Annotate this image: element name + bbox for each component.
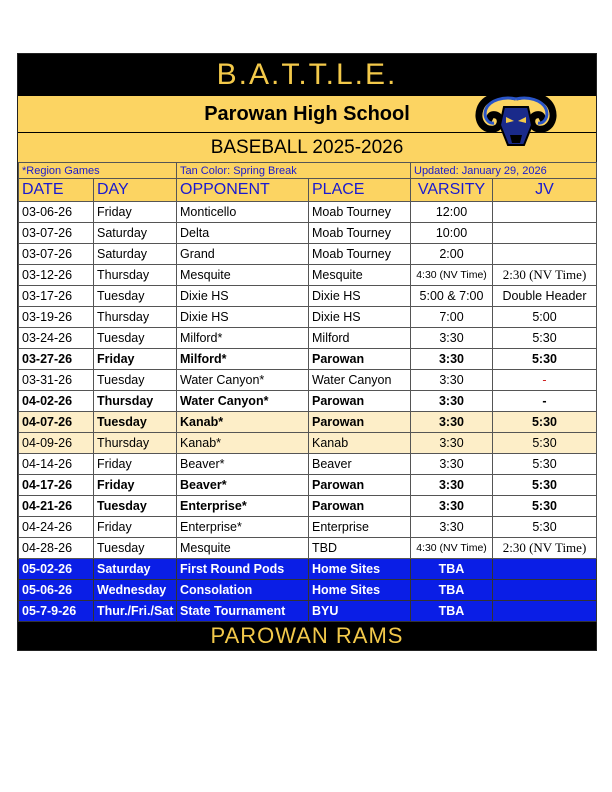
cell-place: Milford — [309, 328, 411, 349]
cell-varsity: 4:30 (NV Time) — [411, 265, 493, 286]
cell-jv — [493, 202, 597, 223]
col-place: PLACE — [309, 179, 411, 202]
cell-varsity: 3:30 — [411, 496, 493, 517]
cell-day: Thursday — [94, 307, 177, 328]
cell-jv: 5:30 — [493, 328, 597, 349]
cell-jv — [493, 601, 597, 622]
game-row — [19, 307, 597, 328]
cell-day: Thursday — [94, 433, 177, 454]
cell-day: Friday — [94, 475, 177, 496]
cell-jv: 5:30 — [493, 433, 597, 454]
cell-opponent: State Tournament — [177, 601, 309, 622]
cell-jv: 5:30 — [493, 412, 597, 433]
cell-opponent: Consolation — [177, 580, 309, 601]
cell-place: Moab Tourney — [309, 244, 411, 265]
col-varsity: VARSITY — [411, 179, 493, 202]
cell-jv: Double Header — [493, 286, 597, 307]
game-row — [19, 454, 597, 475]
ram-head-icon — [474, 91, 558, 149]
cell-varsity: 3:30 — [411, 412, 493, 433]
cell-date: 04-28-26 — [19, 538, 94, 559]
cell-day: Tuesday — [94, 286, 177, 307]
cell-opponent: Water Canyon* — [177, 391, 309, 412]
cell-date: 04-17-26 — [19, 475, 94, 496]
cell-varsity: 7:00 — [411, 307, 493, 328]
cell-date: 05-06-26 — [19, 580, 94, 601]
cell-opponent: Enterprise* — [177, 496, 309, 517]
game-row — [19, 580, 597, 601]
cell-date: 04-07-26 — [19, 412, 94, 433]
cell-opponent: Mesquite — [177, 265, 309, 286]
legend-row — [19, 163, 597, 179]
updated-note: Updated: January 29, 2026 — [411, 163, 597, 179]
cell-date: 03-17-26 — [19, 286, 94, 307]
cell-place: Parowan — [309, 412, 411, 433]
season-title: BASEBALL 2025-2026 — [18, 132, 596, 162]
cell-jv — [493, 223, 597, 244]
cell-opponent: Milford* — [177, 349, 309, 370]
game-row — [19, 517, 597, 538]
cell-date: 03-07-26 — [19, 223, 94, 244]
cell-date: 04-14-26 — [19, 454, 94, 475]
cell-date: 03-27-26 — [19, 349, 94, 370]
game-row — [19, 223, 597, 244]
game-row — [19, 412, 597, 433]
cell-jv: 2:30 (NV Time) — [493, 265, 597, 286]
cell-varsity: 3:30 — [411, 454, 493, 475]
cell-date: 05-7-9-26 — [19, 601, 94, 622]
cell-jv: 5:30 — [493, 517, 597, 538]
cell-jv: 5:30 — [493, 349, 597, 370]
cell-jv: 5:00 — [493, 307, 597, 328]
cell-jv: 5:30 — [493, 475, 597, 496]
cell-varsity: 3:30 — [411, 328, 493, 349]
game-row — [19, 538, 597, 559]
cell-day: Thur./Fri./Sat — [94, 601, 177, 622]
cell-varsity: TBA — [411, 559, 493, 580]
cell-opponent: Dixie HS — [177, 286, 309, 307]
cell-date: 05-02-26 — [19, 559, 94, 580]
column-header-row — [19, 179, 597, 202]
cell-day: Thursday — [94, 391, 177, 412]
cell-day: Friday — [94, 517, 177, 538]
game-row — [19, 496, 597, 517]
game-row — [19, 559, 597, 580]
game-row — [19, 265, 597, 286]
school-title-bar — [18, 95, 596, 132]
cell-place: Water Canyon — [309, 370, 411, 391]
cell-jv — [493, 580, 597, 601]
battle-banner: B.A.T.T.L.E. — [18, 54, 596, 95]
cell-varsity: 3:30 — [411, 370, 493, 391]
cell-place: Beaver — [309, 454, 411, 475]
cell-date: 04-09-26 — [19, 433, 94, 454]
cell-varsity: 2:00 — [411, 244, 493, 265]
col-day: DAY — [94, 179, 177, 202]
cell-day: Tuesday — [94, 412, 177, 433]
cell-day: Saturday — [94, 223, 177, 244]
spring-break-note: Tan Color: Spring Break — [177, 163, 411, 179]
cell-varsity: 4:30 (NV Time) — [411, 538, 493, 559]
cell-opponent: Enterprise* — [177, 517, 309, 538]
cell-opponent: Milford* — [177, 328, 309, 349]
cell-place: Home Sites — [309, 580, 411, 601]
cell-place: Moab Tourney — [309, 202, 411, 223]
cell-place: Dixie HS — [309, 307, 411, 328]
cell-opponent: Mesquite — [177, 538, 309, 559]
schedule-sheet — [17, 53, 597, 651]
cell-date: 03-31-26 — [19, 370, 94, 391]
game-row — [19, 244, 597, 265]
cell-opponent: Grand — [177, 244, 309, 265]
cell-varsity: 10:00 — [411, 223, 493, 244]
cell-place: Home Sites — [309, 559, 411, 580]
cell-day: Friday — [94, 202, 177, 223]
cell-day: Saturday — [94, 244, 177, 265]
cell-varsity: 12:00 — [411, 202, 493, 223]
cell-date: 03-24-26 — [19, 328, 94, 349]
cell-place: Parowan — [309, 391, 411, 412]
cell-place: Parowan — [309, 496, 411, 517]
cell-jv — [493, 244, 597, 265]
cell-opponent: Water Canyon* — [177, 370, 309, 391]
game-row — [19, 202, 597, 223]
cell-varsity: 3:30 — [411, 475, 493, 496]
cell-day: Tuesday — [94, 328, 177, 349]
cell-day: Tuesday — [94, 496, 177, 517]
school-name: Parowan High School — [204, 103, 410, 125]
cell-place: BYU — [309, 601, 411, 622]
cell-opponent: Kanab* — [177, 412, 309, 433]
cell-varsity: 5:00 & 7:00 — [411, 286, 493, 307]
cell-varsity: 3:30 — [411, 517, 493, 538]
cell-varsity: TBA — [411, 601, 493, 622]
cell-date: 04-02-26 — [19, 391, 94, 412]
game-row — [19, 370, 597, 391]
cell-place: Enterprise — [309, 517, 411, 538]
game-row — [19, 328, 597, 349]
cell-jv: 2:30 (NV Time) — [493, 538, 597, 559]
cell-date: 03-07-26 — [19, 244, 94, 265]
region-note: *Region Games — [19, 163, 177, 179]
cell-date: 03-19-26 — [19, 307, 94, 328]
cell-day: Saturday — [94, 559, 177, 580]
game-row — [19, 391, 597, 412]
cell-day: Tuesday — [94, 370, 177, 391]
cell-place: Kanab — [309, 433, 411, 454]
schedule-table — [18, 162, 597, 622]
game-row — [19, 475, 597, 496]
col-jv: JV — [493, 179, 597, 202]
cell-day: Wednesday — [94, 580, 177, 601]
cell-varsity: TBA — [411, 580, 493, 601]
col-date: DATE — [19, 179, 94, 202]
game-row — [19, 601, 597, 622]
cell-opponent: Kanab* — [177, 433, 309, 454]
cell-day: Friday — [94, 454, 177, 475]
cell-opponent: Delta — [177, 223, 309, 244]
game-row — [19, 349, 597, 370]
cell-varsity: 3:30 — [411, 349, 493, 370]
cell-varsity: 3:30 — [411, 433, 493, 454]
cell-jv: 5:30 — [493, 454, 597, 475]
cell-opponent: Monticello — [177, 202, 309, 223]
cell-date: 04-21-26 — [19, 496, 94, 517]
cell-jv: - — [493, 391, 597, 412]
cell-place: Mesquite — [309, 265, 411, 286]
cell-date: 03-12-26 — [19, 265, 94, 286]
footer-banner: PAROWAN RAMS — [18, 622, 596, 650]
cell-jv: - — [493, 370, 597, 391]
cell-day: Tuesday — [94, 538, 177, 559]
cell-day: Thursday — [94, 265, 177, 286]
cell-date: 04-24-26 — [19, 517, 94, 538]
cell-place: Parowan — [309, 475, 411, 496]
cell-place: Parowan — [309, 349, 411, 370]
cell-place: TBD — [309, 538, 411, 559]
cell-place: Dixie HS — [309, 286, 411, 307]
game-row — [19, 286, 597, 307]
cell-opponent: Beaver* — [177, 475, 309, 496]
cell-day: Friday — [94, 349, 177, 370]
cell-varsity: 3:30 — [411, 391, 493, 412]
col-opponent: OPPONENT — [177, 179, 309, 202]
cell-place: Moab Tourney — [309, 223, 411, 244]
cell-opponent: Beaver* — [177, 454, 309, 475]
cell-opponent: First Round Pods — [177, 559, 309, 580]
game-row — [19, 433, 597, 454]
cell-jv: 5:30 — [493, 496, 597, 517]
cell-date: 03-06-26 — [19, 202, 94, 223]
cell-opponent: Dixie HS — [177, 307, 309, 328]
cell-jv — [493, 559, 597, 580]
